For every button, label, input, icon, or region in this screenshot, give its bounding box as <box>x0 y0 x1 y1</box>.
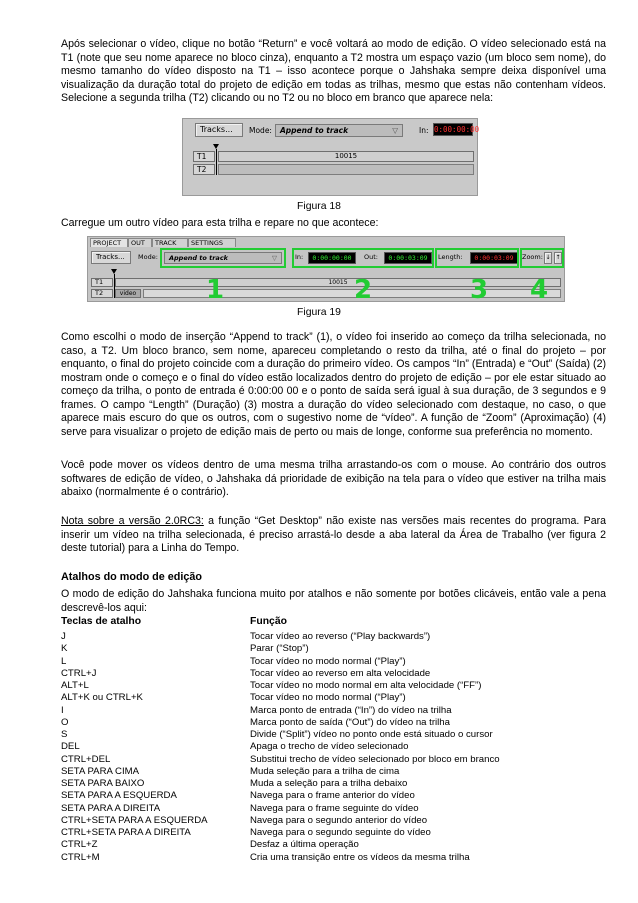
tracks-button[interactable]: Tracks... <box>195 123 243 137</box>
tracks-button[interactable]: Tracks... <box>91 251 131 264</box>
out-timecode[interactable]: 0:00:03:09 <box>384 252 432 264</box>
shortcut-function: Marca ponto de saída (“Out”) do vídeo na trilha <box>250 716 450 728</box>
dropdown-arrow-icon: ▽ <box>272 254 277 262</box>
shortcut-key: CTRL+SETA PARA A ESQUERDA <box>61 814 208 826</box>
highlight-box-3 <box>435 248 519 268</box>
highlight-box-4 <box>520 248 564 268</box>
track-t1-clip[interactable]: 10015 <box>115 278 561 287</box>
shortcut-function: Tocar vídeo ao reverso em alta velocidade <box>250 667 431 679</box>
shortcut-function: Navega para o segundo seguinte do vídeo <box>250 827 431 838</box>
paragraph-intro: Após selecionar o vídeo, clique no botão “Return” e você voltará ao modo de edição. O vídeo selecionado está na T1 (note que seu nome aparece no bloco cinza), enquanto a T2 mostra um espaço vazio (um bloco sem nome), do mesmo tamanho do vídeo disposto na T1 – isso acontece porque o Jahshaka sempre deixa disponível uma visualização da duração total do projeto de edição em todas as trilhas, mesmo que estas não contenham vídeos. Selecione a segunda trilha (T2) clicando ou no T2 ou no bloco em branco que aparece nela: <box>61 38 606 104</box>
shortcut-key: CTRL+M <box>61 851 100 863</box>
in-label: In: <box>419 126 429 135</box>
shortcut-key: K <box>61 643 68 655</box>
mode-label: Mode: <box>138 253 158 261</box>
shortcut-function: Desfaz a última operação <box>250 839 359 851</box>
track-t2-label[interactable]: T2 <box>193 164 215 175</box>
table-row <box>61 717 606 729</box>
track-t2-label[interactable]: T2 <box>91 289 113 298</box>
highlight-box-2 <box>292 248 434 268</box>
shortcut-function: Tocar vídeo no modo normal (“Play”) <box>250 692 406 704</box>
table-row <box>61 778 606 790</box>
header-keys: Teclas de atalho <box>61 616 142 627</box>
shortcut-key: CTRL+SETA PARA A DIREITA <box>61 827 191 838</box>
paragraph-move-videos: Você pode mover os vídeos dentro de uma mesma trilha arrastando-os com o mouse. Ao contrário dos outros softwares de edição de vídeo, o Jahshaka dá prioridade de exibição na tela para o vídeo que estiver na trilha mais abaixo (normalmente é o contrário). <box>61 459 606 498</box>
shortcut-key: CTRL+DEL <box>61 753 111 765</box>
paragraph-note <box>61 515 606 556</box>
shortcut-key: ALT+L <box>61 680 89 691</box>
shortcut-function: Tocar vídeo no modo normal em alta velocidade (“FF”) <box>250 680 482 691</box>
table-row <box>61 827 606 839</box>
playhead-line <box>216 149 217 175</box>
table-row <box>61 692 606 704</box>
shortcut-function: Divide (“Split”) vídeo no ponto onde está situado o cursor <box>250 729 493 740</box>
highlight-number-3: 3 <box>470 275 489 305</box>
highlight-number-1: 1 <box>206 275 225 305</box>
highlight-number-4: 4 <box>530 275 549 305</box>
shortcut-key: L <box>61 655 67 667</box>
figure-19-caption: Figura 19 <box>297 307 341 318</box>
mode-select[interactable] <box>275 124 403 137</box>
tab-project[interactable]: PROJECT <box>90 238 128 247</box>
table-row <box>61 852 606 864</box>
shortcut-function: Cria uma transição entre os vídeos da mesma trilha <box>250 851 470 863</box>
length-label: Length: <box>438 253 463 261</box>
table-row <box>61 631 606 643</box>
track-t1-label[interactable]: T1 <box>91 278 113 287</box>
shortcut-key: SETA PARA A DIREITA <box>61 802 161 814</box>
zoom-in-icon[interactable]: ↑ <box>554 252 562 264</box>
shortcut-function: Muda seleção para a trilha de cima <box>250 765 400 777</box>
mode-value: Append to track <box>169 254 228 262</box>
track-t2-empty-block[interactable] <box>218 164 474 175</box>
shortcut-function: Tocar vídeo no modo normal (“Play”) <box>250 655 406 667</box>
in-timecode[interactable]: 0:00:00:00 <box>308 252 356 264</box>
shortcut-key: O <box>61 716 69 728</box>
track-t1-clip[interactable]: 10015 <box>218 151 474 162</box>
mode-value: Append to track <box>280 126 349 135</box>
shortcut-function: Tocar vídeo ao reverso (“Play backwards”) <box>250 631 431 642</box>
table-row <box>61 729 606 741</box>
table-row <box>61 656 606 668</box>
figure-19-screenshot <box>87 236 565 305</box>
table-row <box>61 741 606 753</box>
dropdown-arrow-icon: ▽ <box>392 126 398 135</box>
shortcut-function: Marca ponto de entrada (“In”) do vídeo na trilha <box>250 704 452 716</box>
shortcut-function: Parar (“Stop”) <box>250 643 309 655</box>
shortcut-key: SETA PARA BAIXO <box>61 778 145 789</box>
highlight-box-1 <box>160 248 286 268</box>
shortcut-function: Navega para o frame seguinte do vídeo <box>250 802 419 814</box>
track-t1-label[interactable]: T1 <box>193 151 215 162</box>
note-text: a função “Get Desktop” não existe nas versões mais recentes do programa. Para inserir um vídeo na trilha selecionada, é preciso arrastá-lo desde a aba lateral da Área de Trabalho (ver figura 2 deste tutorial) para a Linha do Tempo. <box>61 515 607 554</box>
track-t2-video-clip[interactable]: video <box>115 289 141 298</box>
paragraph-shortcuts-intro: O modo de edição do Jahshaka funciona muito por atalhos e não somente por botões clicáveis, então vale a pena descrevê-los aqui: <box>61 588 606 614</box>
tab-out[interactable]: OUT <box>128 238 152 247</box>
mode-label: Mode: <box>249 126 272 135</box>
header-function: Função <box>250 616 287 627</box>
shortcut-key: CTRL+Z <box>61 839 98 851</box>
shortcut-function: Apaga o trecho de vídeo selecionado <box>250 741 409 753</box>
shortcut-function: Navega para o segundo anterior do vídeo <box>250 814 428 826</box>
in-timecode[interactable]: 0:00:00:00 <box>434 125 480 134</box>
tab-track[interactable]: TRACK <box>152 238 188 247</box>
table-row <box>61 680 606 692</box>
shortcut-key: S <box>61 729 68 740</box>
tab-settings[interactable]: SETTINGS <box>188 238 236 247</box>
shortcut-function: Substitui trecho de vídeo selecionado por bloco em branco <box>250 753 500 765</box>
shortcut-key: CTRL+J <box>61 667 97 679</box>
figure-18-caption: Figura 18 <box>297 201 341 212</box>
table-row <box>61 839 606 851</box>
shortcut-key: ALT+K ou CTRL+K <box>61 692 143 704</box>
in-label: In: <box>295 253 304 261</box>
shortcut-key: DEL <box>61 741 80 753</box>
figure-18-screenshot <box>182 118 478 196</box>
table-row <box>61 668 606 680</box>
section-heading: Atalhos do modo de edição <box>61 571 202 583</box>
table-row <box>61 766 606 778</box>
table-row <box>61 815 606 827</box>
table-row <box>61 790 606 802</box>
note-label: Nota sobre a versão 2.0RC3: <box>61 515 204 527</box>
table-row <box>61 705 606 717</box>
table-row <box>61 754 606 766</box>
shortcut-function: Navega para o frame anterior do vídeo <box>250 790 415 802</box>
shortcut-key: SETA PARA A ESQUERDA <box>61 790 177 802</box>
zoom-out-icon[interactable]: ↓ <box>544 252 552 264</box>
shortcut-key: I <box>61 704 64 716</box>
paragraph-load-video: Carregue um outro vídeo para esta trilha e repare no que acontece: <box>61 217 379 229</box>
table-row <box>61 643 606 655</box>
table-row <box>61 803 606 815</box>
length-timecode: 0:00:03:09 <box>470 252 518 264</box>
highlight-number-2: 2 <box>354 275 373 305</box>
table-header <box>61 616 606 628</box>
shortcut-function: Muda a seleção para a trilha debaixo <box>250 778 408 789</box>
zoom-label: Zoom: <box>522 253 543 261</box>
shortcut-key: J <box>61 631 66 642</box>
paragraph-explanation: Como escolhi o modo de inserção “Append to track” (1), o vídeo foi inserido ao começo da trilha selecionada, no caso, a T2. Um bloco branco, sem nome, apareceu completando o resto da trilha, até o final do projeto – por enquanto, o final do projeto coincide com a duração do primeiro vídeo. Os campos “In” (Entrada) e “Out” (Saída) (2) mostram onde o começo e o final do vídeo estão localizados dentro do projeto de edição – por ele estar situado ao começo da trilha, o ponto de entrada é 0:00:00 00 e o ponto de saída será igual à sua duração, de 3 segundos e 9 frames. O campo “Length” (Duração) (3) mostra a duração do vídeo selecionado com destaque, no caso, o que aparece mais escuro do que os outros, com o sugestivo nome de “vídeo”. A função de “Zoom” (Aproximação) (4) serve para visualizar o projeto de edição mais de perto ou mais de longe, conforme sua preferência no momento. <box>61 331 606 438</box>
shortcut-key: SETA PARA CIMA <box>61 765 140 777</box>
out-label: Out: <box>364 253 378 261</box>
